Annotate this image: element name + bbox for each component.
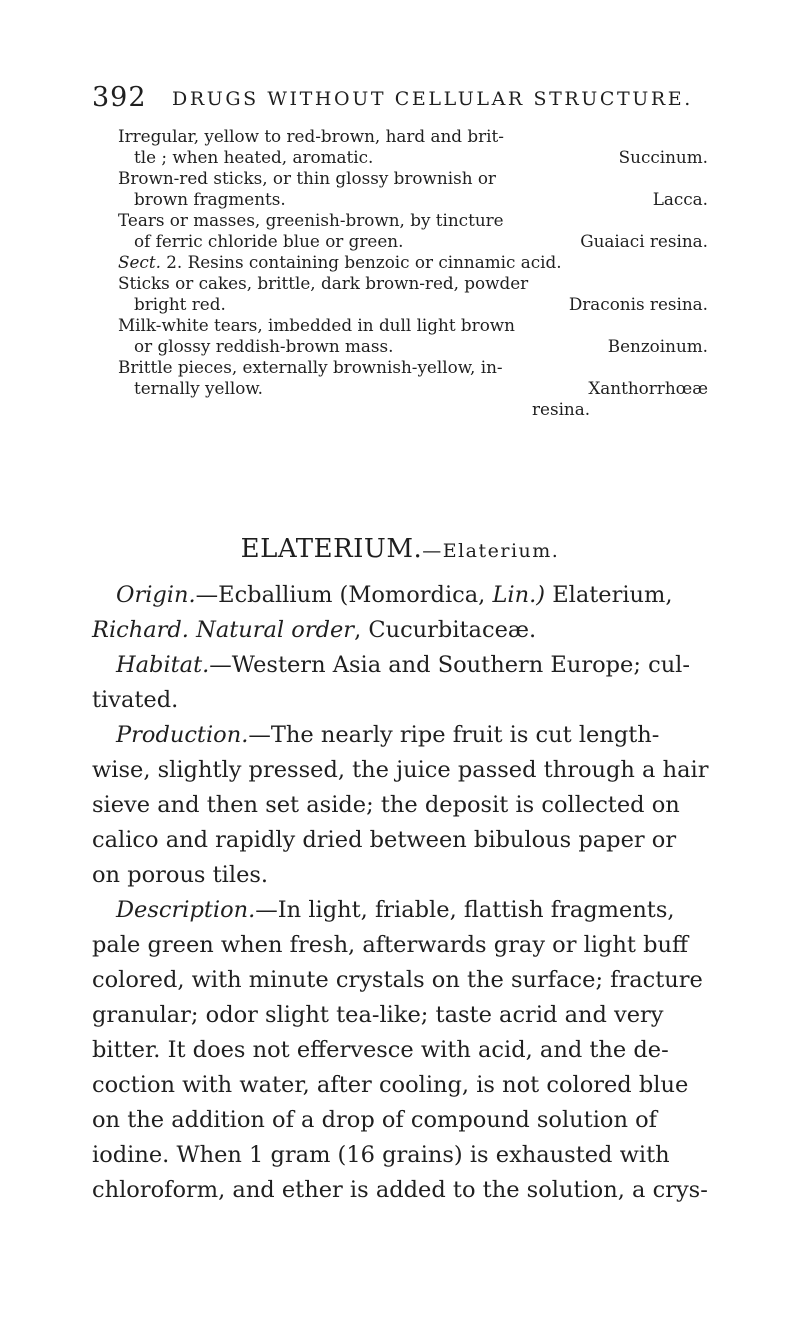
body-line: granular; odor slight tea-like; taste acrid and very: [92, 1002, 664, 1028]
key-line: Tears or masses, greenish-brown, by tincture: [118, 210, 504, 230]
body-line: on the addition of a drop of compound solution of: [92, 1107, 657, 1133]
title-main: ELATERIUM.: [240, 534, 423, 564]
body-line: tivated.: [92, 687, 179, 713]
habitat-label: Habitat.: [116, 652, 210, 678]
description-label: Description.: [116, 897, 256, 923]
drug-name: Guaiaci resina.: [580, 231, 708, 251]
body-line: colored, with minute crystals on the surface; fracture: [92, 967, 703, 993]
production-paragraph: Production.—The nearly ripe fruit is cut length-: [116, 722, 660, 748]
running-head: DRUGS WITHOUT CELLULAR STRUCTURE.: [172, 88, 693, 110]
key-entry-xanthorrhoeae: [118, 357, 708, 420]
article-body: [92, 578, 709, 1208]
drug-name: Lacca.: [652, 189, 708, 209]
origin-paragraph: Origin.—Ecballium (Momordica, Lin.) Elaterium,: [116, 582, 673, 608]
drug-name-continued: resina.: [532, 399, 591, 419]
key-line: Brown-red sticks, or thin glossy brownish or: [118, 168, 496, 188]
key-section-heading: [118, 252, 708, 273]
key-entry-lacca: [118, 168, 708, 210]
drug-name: Succinum.: [618, 147, 708, 167]
page-header: [92, 82, 712, 122]
body-line: iodine. When 1 gram (16 grains) is exhausted with: [92, 1142, 670, 1168]
body-line: calico and rapidly dried between bibulous paper or: [92, 827, 677, 853]
key-entry-draconis: [118, 273, 708, 315]
drug-name: Xanthorrhœæ: [588, 378, 708, 398]
origin-label: Origin.: [116, 582, 196, 608]
title-sub: —Elaterium.: [422, 540, 560, 562]
key-line: Irregular, yellow to red-brown, hard and brit-: [118, 126, 504, 146]
key-line: brown fragments.: [134, 189, 286, 209]
body-line: on porous tiles.: [92, 862, 269, 888]
drug-name: Benzoinum.: [607, 336, 708, 356]
key-entry-succinum: [118, 126, 708, 168]
body-line: coction with water, after cooling, is not colored blue: [92, 1072, 689, 1098]
section-title: [0, 534, 800, 564]
section-text: 2. Resins containing benzoic or cinnamic acid.: [160, 252, 562, 272]
key-line: tle ; when heated, aromatic.: [134, 147, 374, 167]
description-paragraph: Description.—In light, friable, flattish fragments,: [116, 897, 675, 923]
body-line: chloroform, and ether is added to the solution, a crys-: [92, 1177, 708, 1203]
body-line: pale green when fresh, afterwards gray or light buff: [92, 932, 688, 958]
key-entry-guaiaci: [118, 210, 708, 252]
origin-paragraph-cont: Richard. Natural order, Cucurbitaceæ.: [92, 617, 537, 643]
production-label: Production.: [116, 722, 249, 748]
habitat-paragraph: Habitat.—Western Asia and Southern Europe; cul-: [116, 652, 690, 678]
key-line: ternally yellow.: [134, 378, 264, 398]
key-line: Sticks or cakes, brittle, dark brown-red, powder: [118, 273, 529, 293]
section-label: Sect.: [118, 252, 161, 272]
key-line: Milk-white tears, imbedded in dull light brown: [118, 315, 515, 335]
key-line: bright red.: [134, 294, 226, 314]
drug-name: Draconis resina.: [568, 294, 708, 314]
key-line: of ferric chloride blue or green.: [134, 231, 404, 251]
key-line: or glossy reddish-brown mass.: [134, 336, 394, 356]
body-line: sieve and then set aside; the deposit is collected on: [92, 792, 680, 818]
body-line: bitter. It does not effervesce with acid, and the de-: [92, 1037, 669, 1063]
body-line: wise, slightly pressed, the juice passed through a hair: [92, 757, 709, 783]
page-number: 392: [92, 82, 147, 113]
identification-key: [118, 126, 708, 420]
key-line: Brittle pieces, externally brownish-yellow, in-: [118, 357, 503, 377]
key-entry-benzoinum: [118, 315, 708, 357]
